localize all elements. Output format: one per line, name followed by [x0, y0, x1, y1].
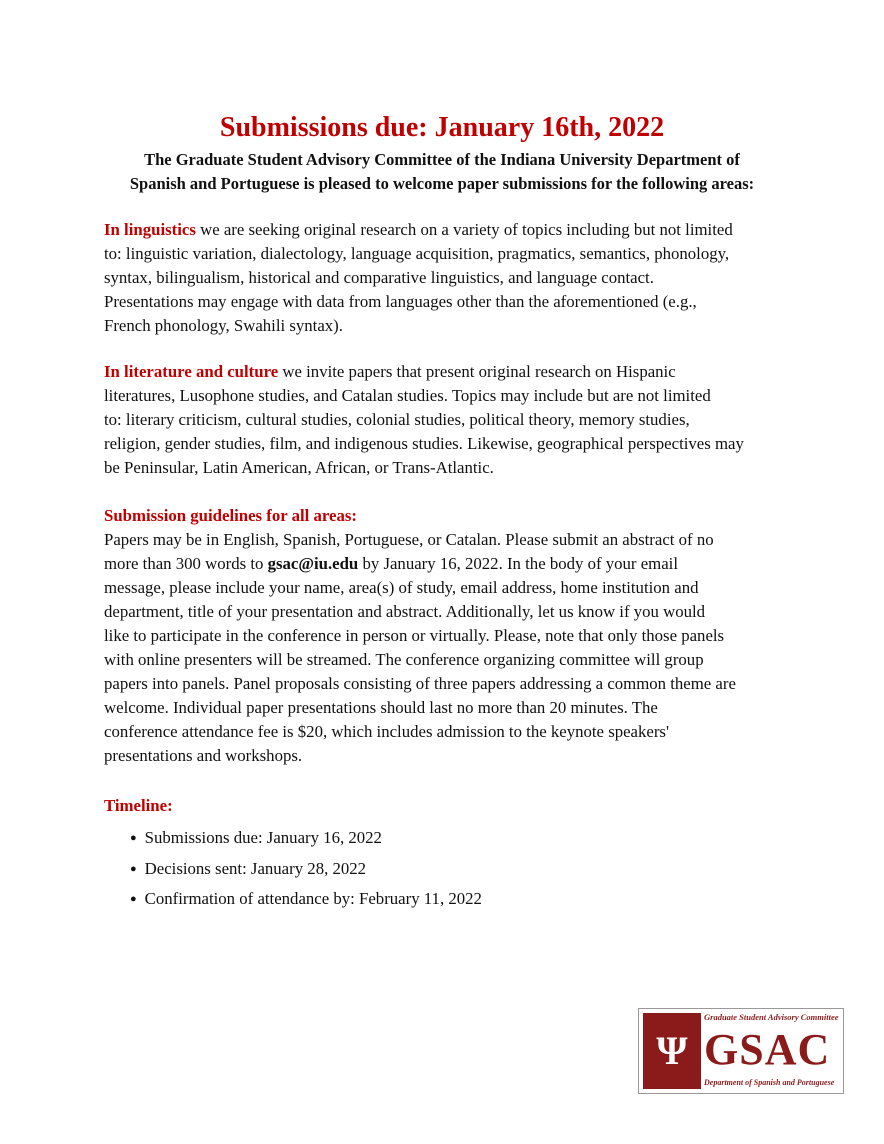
paragraph-text: we invite papers that present original research on Hispanic	[278, 362, 676, 381]
timeline-item: ● Decisions sent: January 28, 2022	[130, 857, 482, 888]
paragraph-line: presentations and workshops.	[104, 746, 303, 765]
paragraph-text: more than 300 words to	[104, 554, 268, 573]
logo-bottom-text: Department of Spanish and Portuguese	[704, 1078, 835, 1087]
guidelines-section	[104, 504, 804, 768]
paragraph-line: to: literary criticism, cultural studies, colonial studies, political theory, memory studies,	[104, 410, 690, 429]
paragraph-line: Papers may be in English, Spanish, Portuguese, or Catalan. Please submit an abstract of no	[104, 530, 714, 549]
intro-line: The Graduate Student Advisory Committee of the Indiana University Department of	[144, 150, 740, 169]
logo-gsac-text: GSAC	[704, 1025, 831, 1074]
paragraph-line: conference attendance fee is $20, which includes admission to the keynote speakers'	[104, 722, 669, 741]
iu-trident-icon: Ψ	[643, 1013, 701, 1089]
logo-text	[704, 1011, 841, 1089]
page-title: Submissions due: January 16th, 2022	[219, 112, 665, 143]
timeline-item: ● Confirmation of attendance by: February 11, 2022	[130, 887, 482, 918]
paragraph-line: French phonology, Swahili syntax).	[104, 316, 343, 335]
paragraph-line: welcome. Individual paper presentations should last no more than 20 minutes. The	[104, 698, 658, 717]
paragraph-line: Presentations may engage with data from languages other than the aforementioned (e.g.,	[104, 292, 697, 311]
gsac-logo	[638, 1008, 844, 1094]
paragraph-line: syntax, bilingualism, historical and comparative linguistics, and language contact.	[104, 268, 654, 287]
paragraph-line: with online presenters will be streamed. The conference organizing committee will group	[104, 650, 704, 669]
email-link[interactable]: gsac@iu.edu	[267, 554, 359, 573]
paragraph-text: by January 16, 2022. In the body of your email	[358, 554, 678, 573]
timeline-heading: Timeline:	[104, 796, 173, 815]
timeline-section	[104, 794, 804, 818]
paragraph-line: literatures, Lusophone studies, and Catalan studies. Topics may include but are not limited	[104, 386, 711, 405]
guidelines-heading: Submission guidelines for all areas:	[104, 506, 358, 525]
paragraph-line: like to participate in the conference in person or virtually. Please, note that only those panels	[104, 626, 725, 645]
paragraph-line: papers into panels. Panel proposals consisting of three papers addressing a common theme are	[104, 674, 736, 693]
paragraph-line: to: linguistic variation, dialectology, language acquisition, pragmatics, semantics, phonology,	[104, 244, 730, 263]
paragraph-line: message, please include your name, area(s) of study, email address, home institution and	[104, 578, 699, 597]
linguistics-paragraph	[104, 218, 804, 338]
linguistics-lead: In linguistics	[104, 220, 196, 239]
logo-top-text: Graduate Student Advisory Committee	[704, 1012, 839, 1022]
paragraph-line: department, title of your presentation and abstract. Additionally, let us know if you would	[104, 602, 706, 621]
paragraph-text: we are seeking original research on a variety of topics including but not limited	[195, 220, 733, 239]
paragraph-line: be Peninsular, Latin American, African, or Trans-Atlantic.	[104, 458, 494, 477]
intro-line: Spanish and Portuguese is pleased to welcome paper submissions for the following areas:	[129, 174, 755, 193]
timeline-item: ● Submissions due: January 16, 2022	[130, 826, 482, 857]
literature-paragraph	[104, 360, 804, 480]
timeline-list	[130, 826, 482, 918]
paragraph-line: religion, gender studies, film, and indigenous studies. Likewise, geographical perspectives may	[104, 434, 744, 453]
literature-lead: In literature and culture	[104, 362, 279, 381]
intro	[0, 148, 884, 196]
